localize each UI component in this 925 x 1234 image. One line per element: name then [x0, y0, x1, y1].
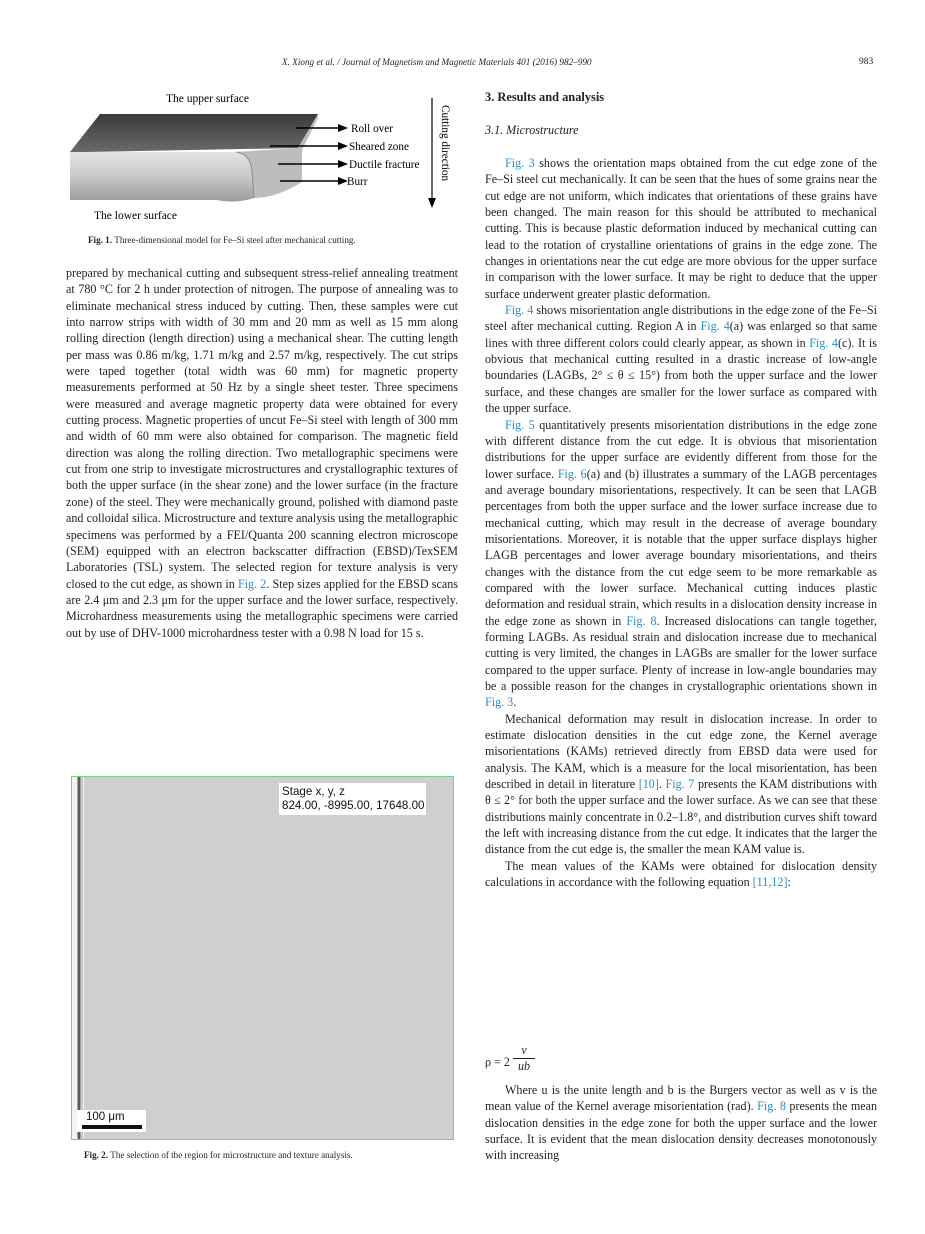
left-column-text — [66, 265, 458, 641]
equation-numerator: v — [513, 1043, 535, 1059]
p3-text-4: . — [513, 695, 517, 710]
paragraph-fig5 — [485, 417, 877, 711]
figure-2-sem-image — [71, 776, 454, 1140]
fig8-link-2[interactable]: Fig. 8 — [757, 1099, 786, 1114]
steel-cutting-model-diagram — [66, 88, 458, 246]
figure-1-caption-text: Three-dimensional model for Fe–Si steel after mechanical cutting. — [114, 235, 356, 245]
cut-edge-strip — [72, 777, 84, 1139]
fig4-link-2[interactable]: Fig. 4 — [700, 319, 730, 334]
figure-1-caption — [88, 235, 356, 245]
page-number: 983 — [859, 57, 874, 67]
paragraph-kam — [485, 711, 877, 858]
subsection-title: 3.1. Microstructure — [485, 123, 579, 137]
p5-text-2: : — [787, 875, 791, 890]
fig8-link[interactable]: Fig. 8 — [626, 613, 657, 628]
p1-text: shows the orientation maps obtained from the cut edge zone of the Fe–Si steel cut mechanically. It can be seen that the hues of some grains near the cut edge are not uniform, which indicates that orientations of these grains have been changed. The main reason for this should be attributed to mechanical cutting. This is because plastic deformation induced by mechanical cutting can lead to the rotation of crystalline orientations of grains in the edge zone. The changes in orientations near the cut edge are more obvious for the upper surface in comparison with the lower surface. It may be right to deduce that the upper surface underwent greater plastic deformation. — [485, 156, 877, 301]
p4-text-1: Mechanical deformation may result in dislocation increase. In order to estimate dislocation densities in the cut edge zone, the Kernel average misorientations (KAMs) retrieved directly from EBSD data were used for analysis. The KAM, which is a measure for the local misorientation, has been described in detail in literature — [485, 711, 877, 792]
cutting-direction-label: Cutting direction — [439, 105, 451, 182]
stage-label: Stage x, y, z — [282, 785, 345, 798]
cut-edge-face — [70, 152, 254, 202]
cutting-direction-arrowhead — [428, 198, 436, 208]
p3-text-3: . Increased dislocations can tangle together, forming LAGBs. As residual strain and dislocation increase due to mechanical cutting is very limited, the changes in LAGBs are smaller for the lower surface compared to the upper surface. Plenty of increase in low-angle boundaries may be a possible reason for the changes in crystallographic orientations shown in — [485, 613, 877, 693]
methods-text-2: . Step sizes applied for the EBSD scans are 2.4 μm and 2.3 μm for the upper surface and the lower surface, respectively. Microhardness measurements using the metallographic specimens were carried out by use of DHV-1000 microhardness tester with a 0.98 N load for 15 s. — [66, 576, 458, 640]
scale-bar — [82, 1125, 142, 1129]
fig3-link-2[interactable]: Fig. 3 — [485, 695, 514, 710]
figure-2-caption — [84, 1150, 353, 1160]
zone-label-sheared: Sheared zone — [349, 141, 409, 153]
fig7-link[interactable]: Fig. 7 — [665, 777, 695, 792]
p2-text-3: (c). It is obvious that mechanical cutting resulted in a drastic increase of low-angle boundaries (LAGBs, 2° ≤ θ ≤ 15°) from both the upper surface and the lower surface, and these changes are smaller for the lower surface as compared with the upper surface. — [485, 335, 877, 416]
lower-surface-label: The lower surface — [94, 210, 178, 222]
paragraph-fig8 — [485, 1082, 877, 1164]
fig2-link[interactable]: Fig. 2 — [237, 576, 267, 591]
ref-11-12-link[interactable]: [11,12] — [752, 875, 788, 890]
fig3-link[interactable]: Fig. 3 — [505, 156, 535, 170]
methods-text-1: prepared by mechanical cutting and subsequent stress-relief annealing treatment at 780 °C for 2 h under protection of nitrogen. The purpose of annealing was to eliminate mechanical stress induced by cutting. Then, these samples were cut into narrow strips with width of 30 mm and 20 mm as well as 15 mm along rolling direction (length direction) using a mechanical shear. The cutting length per mass was 0.86 m/kg, 1.71 m/kg and 2.57 m/kg, respectively. The cut strips were taped together (total width was 60 mm) for magnetic property measurements performed at 50 Hz by a single sheet tester. Three specimens were measured and average magnetic property data were obtained for every cutting process. Magnetic properties of uncut Fe–Si steel with length of 300 mm and width of 60 mm were also obtained for comparison. The magnetic field direction was along the rolling direction. Two metallographic specimens were cut from one strip to investigate microstructures and crystallographic textures of both the upper surface (in the shear zone) and the lower surface (in the fracture zone) of the steel. They were mechanically ground, polished with diamond paste and colloidal silica. Microstructure and texture analysis using the metallographic specimens was performed by a FEI/Quanta 200 scanning electron microscope (SEM) equipped with an electron backscatter diffraction (EBSD)/TexSEM Laboratories (TSL) system. The selected region for texture analysis is very closed to the cut edge, as shown in — [66, 266, 458, 591]
p4-text-3: presents the KAM distributions with θ ≤ 2° for both the upper surface and the lower surface. As we can see that these distributions mainly concentrate in 0.2–1.8°, and distribution curves shift toward the left with increasing distance from the cut edge. It indicates that the larger the distance from the cut edge is, the smaller the mean KAM value is. — [485, 777, 878, 857]
stage-coordinates — [279, 783, 426, 815]
fig5-link[interactable]: Fig. 5 — [505, 417, 535, 432]
fig4-link-3[interactable]: Fig. 4 — [809, 335, 838, 350]
figure-1 — [66, 88, 458, 246]
upper-surface-label: The upper surface — [166, 93, 250, 105]
p6-text-2: presents the mean dislocation densities in the edge zone for both the upper surface and the lower surface. It is evident that the mean dislocation density decreases monotonously with increasing — [485, 1099, 878, 1163]
p5-text-1: The mean values of the KAMs were obtained for dislocation density calculations in accordance with the following equation — [485, 858, 877, 890]
equation-fraction — [513, 1043, 535, 1074]
methods-paragraph — [66, 265, 458, 641]
zone-label-burr: Burr — [347, 176, 368, 188]
section-title: 3. Results and analysis — [485, 90, 605, 104]
paragraph-equation-intro — [485, 858, 877, 891]
fig4-link[interactable]: Fig. 4 — [505, 303, 534, 318]
figure-1-caption-label: Fig. 1. — [88, 235, 112, 245]
p3-text-1: quantitatively presents misorientation distributions in the edge zone with different distance from the cut edge. It is obvious that misorientation distributions for the upper surface are evidently different from those for the lower surface. — [485, 417, 877, 481]
equation-lhs: ρ = 2 — [485, 1055, 510, 1069]
stage-values: 824.00, -8995.00, 17648.00 — [282, 799, 425, 812]
ref-10-link[interactable]: [10] — [638, 777, 659, 792]
paragraph-fig3 — [485, 155, 877, 302]
p2-text-2: (a) was enlarged so that same lines with three different colors could clearly appear, as shown in — [485, 319, 878, 350]
scale-bar-box — [77, 1110, 146, 1132]
running-header: X. Xiong et al. / Journal of Magnetism and Magnetic Materials 401 (2016) 982–990 — [282, 57, 592, 67]
scale-label: 100 μm — [86, 1111, 125, 1123]
p6-text-1: Where u is the unite length and b is the Burgers vector as well as v is the mean value of the Kernel average misorientation (rad). — [485, 1083, 877, 1114]
p3-text-2: (a) and (b) illustrates a summary of the LAGB percentages and average boundary misorientations, respectively. It can be seen that LAGB percentages from both the upper surface and the lower surface increase due to mechanical cutting, which may result in the decrease of average boundary misorientations. Moreover, it is notable that the upper surface displays higher LAGB percentages and lower average boundary misorientations, and theirs changes with the distance from the cut edge seem to be more remarkable as compared with the lower surface. Mechanical cutting induces plastic deformation and residual strain, which results in a dislocation density increase in the edge zone as shown in — [485, 466, 877, 628]
equation-denominator: ub — [517, 1059, 531, 1073]
right-column-text-bottom — [485, 1082, 877, 1164]
figure-2-caption-label: Fig. 2. — [84, 1150, 108, 1160]
zone-label-roll-over: Roll over — [351, 123, 393, 135]
right-column-text — [485, 155, 877, 890]
zone-label-ductile-fracture: Ductile fracture — [349, 159, 420, 171]
figure-2-caption-text: The selection of the region for microstructure and texture analysis. — [110, 1150, 353, 1160]
p4-text-2: . — [658, 777, 666, 792]
fig6-link[interactable]: Fig. 6 — [557, 466, 587, 481]
p2-text-1: shows misorientation angle distributions in the edge zone of the Fe–Si steel after mechanical cutting. Region A in — [485, 303, 877, 334]
paragraph-fig4 — [485, 302, 877, 416]
